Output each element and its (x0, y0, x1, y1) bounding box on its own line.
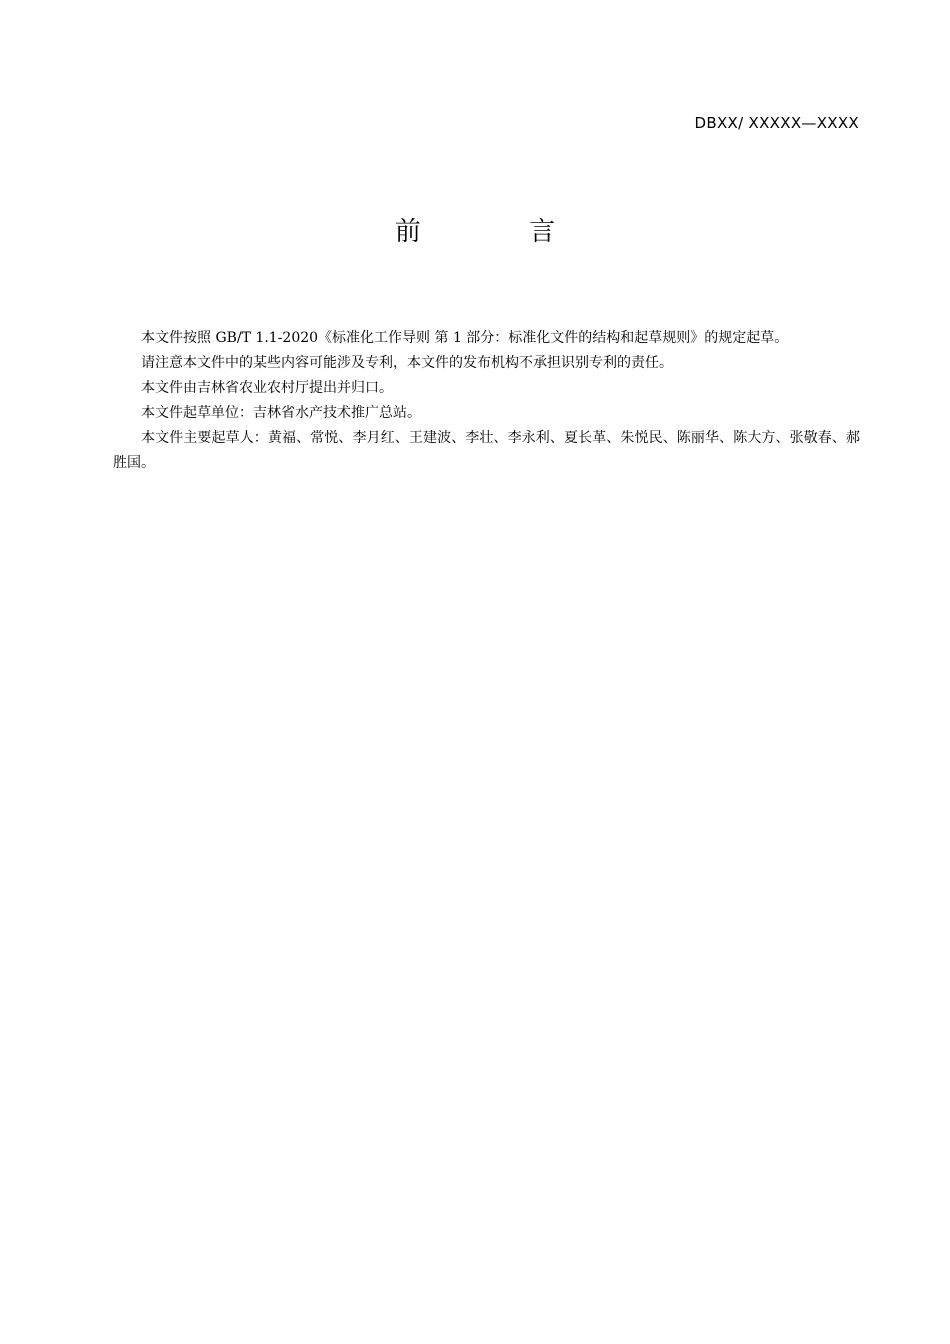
foreword-body (113, 326, 860, 476)
paragraph-patent-notice: 请注意本文件中的某些内容可能涉及专利，本文件的发布机构不承担识别专利的责任。 (141, 355, 673, 371)
paragraph-proposer: 本文件由吉林省农业农村厅提出并归口。 (141, 380, 393, 396)
paragraph-drafters: 本文件主要起草人：黄福、常悦、李月红、王建波、李壮、李永利、夏长革、朱悦民、陈丽华、陈大方、张敬春、郝胜国。 (113, 430, 860, 471)
paragraph-drafting-unit: 本文件起草单位：吉林省水产技术推广总站。 (141, 405, 421, 421)
document-code: DBXX/ XXXXX—XXXX (694, 114, 859, 132)
foreword-heading: 前 言 (394, 217, 606, 247)
paragraph-standard-basis: 本文件按照 GB/T 1.1-2020《标准化工作导则 第 1 部分：标准化文件的结构和起草规则》的规定起草。 (141, 330, 789, 346)
